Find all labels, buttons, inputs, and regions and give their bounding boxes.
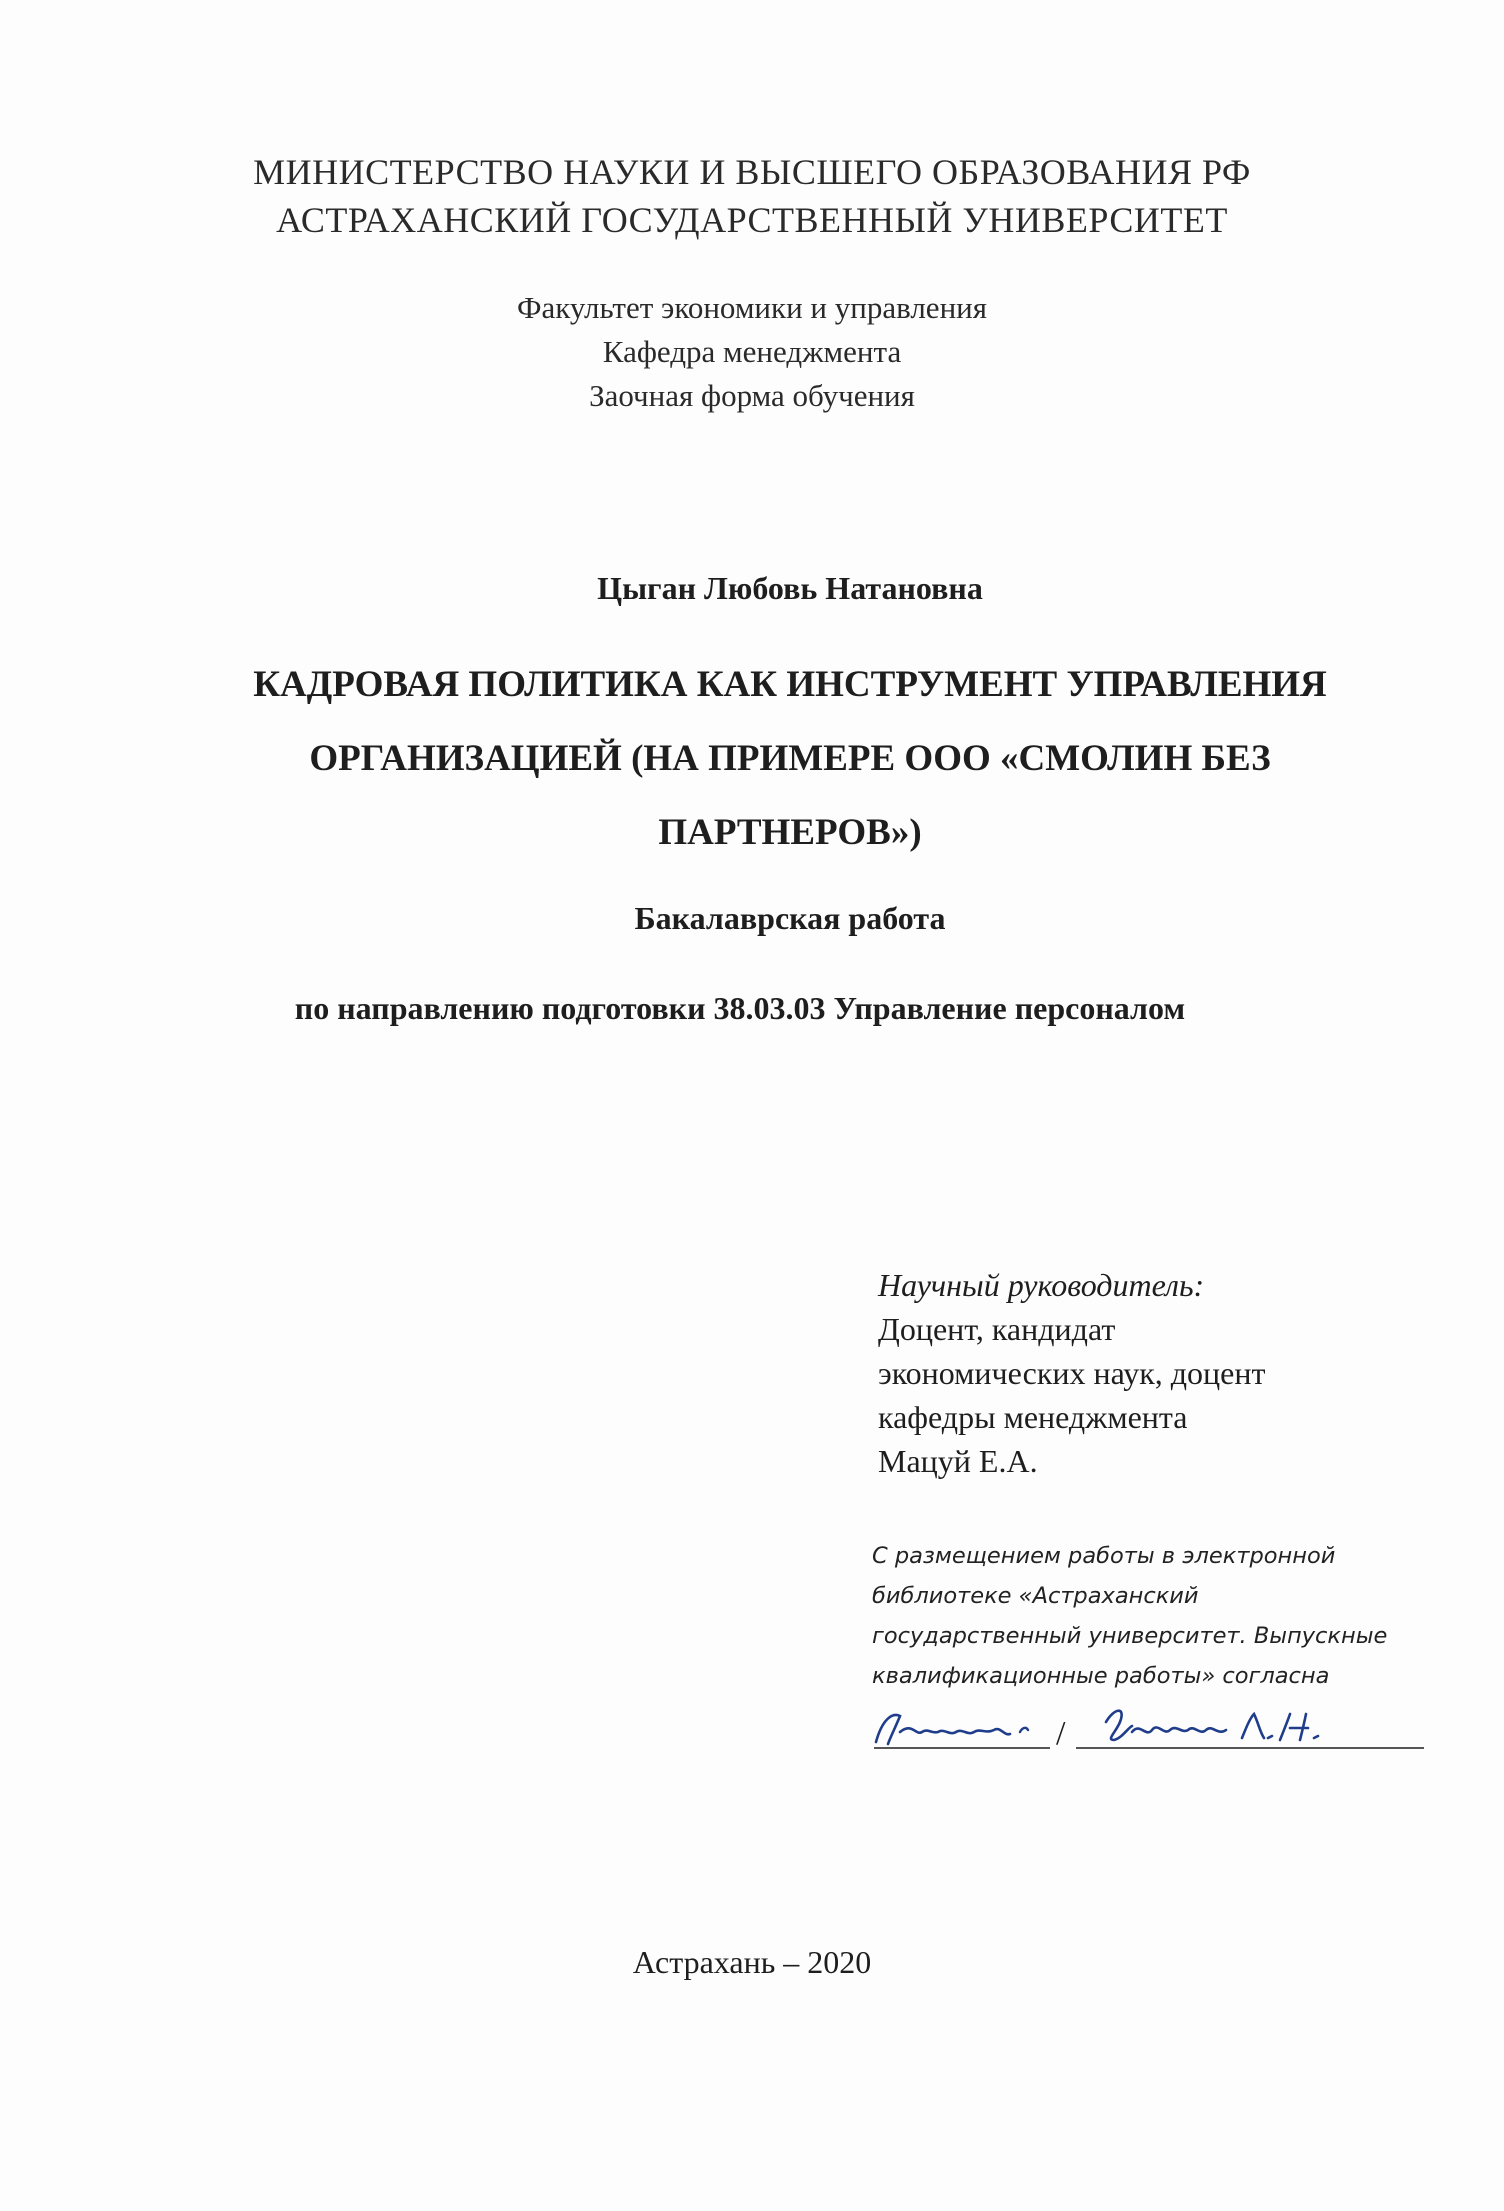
handwritten-signature [870,1692,1430,1762]
thesis-title-line: ОРГАНИЗАЦИЕЙ (НА ПРИМЕРЕ ООО «СМОЛИН БЕЗ [309,738,1271,779]
thesis-title-line: ПАРТНЕРОВ») [658,812,922,853]
faculty-name: Факультет экономики и управления [516,290,988,325]
study-form: Заочная форма обучения [589,378,915,413]
consent-line: библиотеке «Астраханский [872,1583,1199,1609]
consent-line: С размещением работы в электронной [872,1543,1336,1569]
ministry-name: МИНИСТЕРСТВО НАУКИ И ВЫСШЕГО ОБРАЗОВАНИЯ РФ [253,152,1251,192]
supervisor-line: Доцент, кандидат [878,1311,1116,1347]
signature-separator: / [1056,1715,1066,1752]
work-type: Бакалаврская работа [634,900,946,936]
signature-tick [1020,1728,1028,1732]
supervisor-block [878,1263,1265,1483]
thesis-title [90,648,1490,870]
city-year: Астрахань – 2020 [632,1944,872,1980]
chair-name: Кафедра менеджмента [602,334,902,369]
signature-scrawl [876,1715,1010,1744]
department-block [0,286,1504,418]
supervisor-line: Мацуй Е.А. [878,1443,1038,1479]
signature-name-scrawl [1106,1711,1318,1740]
university-name: АСТРАХАНСКИЙ ГОСУДАРСТВЕННЫЙ УНИВЕРСИТЕТ [276,200,1228,240]
author-name: Цыган Любовь Натановна [597,570,983,606]
consent-line: государственный университет. Выпускные [872,1623,1388,1649]
supervisor-line: экономических наук, доцент [878,1355,1266,1391]
thesis-title-line: КАДРОВАЯ ПОЛИТИКА КАК ИНСТРУМЕНТ УПРАВЛЕНИЯ [253,664,1327,705]
consent-line: квалификационные работы» согласна [872,1663,1330,1689]
supervisor-role: Научный руководитель: [878,1267,1205,1303]
supervisor-line: кафедры менеджмента [878,1399,1188,1435]
study-direction: по направлению подготовки 38.03.03 Управление персоналом [294,990,1186,1026]
institution-header [0,148,1504,244]
library-consent [872,1536,1432,1696]
